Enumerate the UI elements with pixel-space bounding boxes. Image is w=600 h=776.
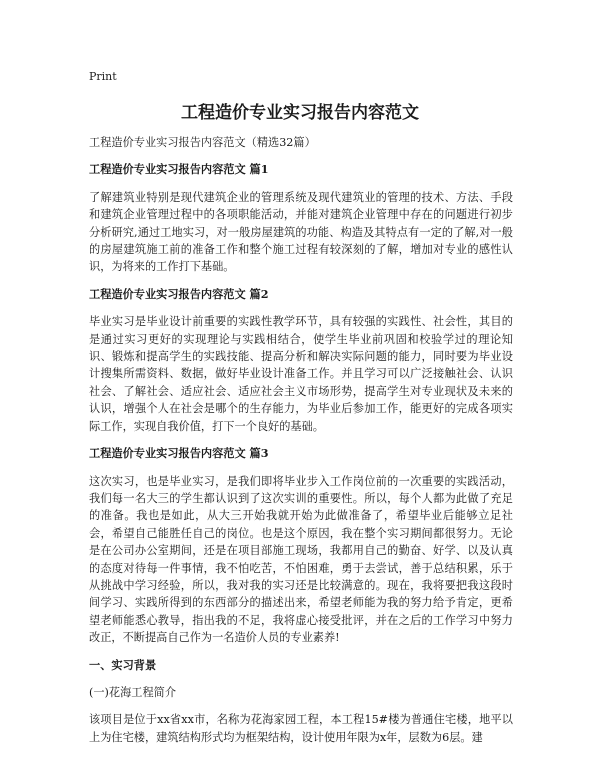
project-intro-paragraph: 该项目是位于xx省xx市，名称为花海家园工程，本工程15#楼为普通住宅楼，地平以上为住宅楼，建筑结构形式均为框架结构，设计使用年限为x年，层数为6层。建: [89, 713, 513, 744]
print-link[interactable]: Print: [89, 70, 117, 83]
document-body: [89, 134, 513, 756]
section-heading-3: 工程造价专业实习报告内容范文 篇3: [89, 446, 269, 461]
section-body-1: 了解建筑业特别是现代建筑企业的管理系统及现代建筑业的管理的技术、方法、手段和建筑企业管理过程中的各项职能活动，并能对建筑企业管理中存在的问题进行初步分析研究,通过工地实习，对一般房屋建筑的功能、构造及其特点有一定的了解,对一般的房屋建筑施工前的准备工作和整个施工过程有较深刻的了解，增加对专业的感性认识，为将来的工作打下基础。: [89, 190, 513, 274]
section-body-2: 毕业实习是毕业设计前重要的实践性教学环节，具有较强的实践性、社会性，其目的是通过实习更好的实现理论与实践相结合，使学生毕业前巩固和校验学过的理论知识、锻炼和提高学生的实践技能、提高分析和解决实际问题的能力，同时要为毕业设计搜集所需资料、数据，做好毕业设计准备工作。并且学习可以广泛接触社会、认识社会、了解社会、适应社会、适应社会主义市场形势，提高学生对专业现状及未来的认识，增强个人在社会是哪个的生存能力，为毕业后参加工作，能更好的完成各项实际工作，实现自我价值，打下一个良好的基础。: [89, 315, 513, 433]
subtitle: 工程造价专业实习报告内容范文（精选32篇）: [89, 136, 316, 149]
part-heading: 一、实习背景: [89, 657, 157, 672]
section-heading-1: 工程造价专业实习报告内容范文 篇1: [89, 162, 269, 177]
page-title: 工程造价专业实习报告内容范文: [181, 103, 419, 123]
section-body-3: 这次实习，也是毕业实习，是我们即将毕业步入工作岗位前的一次重要的实践活动，我们每一名大三的学生都认识到了这次实训的重要性。所以，每个人都为此做了充足的准备。我也是如此，从大三开始我就开始为此做准备了，希望毕业后能够立足社会，希望自己能胜任自己的岗位。也是这个原因，我在整个实习期间都很努力。无论是在公司办公室期间，还是在项目部施工现场，我都用自己的勤奋、好学、以及认真的态度对待每一件事情，我不怕吃苦，不怕困难，勇于去尝试，善于总结积累，乐于从挑战中学习经验，所以，我对我的实习还是比较满意的。现在，我将要把我这段时间学习、实践所得到的东西部分的描述出来，希望老师能为我的努力给予肯定，更希望老师能悉心教导，指出我的不足，我将虚心接受批评，并在之后的工作学习中努力改正，不断提高自己作为一名造价人员的专业素养!: [89, 474, 513, 645]
sub-heading: (一)花海工程简介: [89, 685, 177, 699]
section-heading-2: 工程造价专业实习报告内容范文 篇2: [89, 286, 269, 301]
